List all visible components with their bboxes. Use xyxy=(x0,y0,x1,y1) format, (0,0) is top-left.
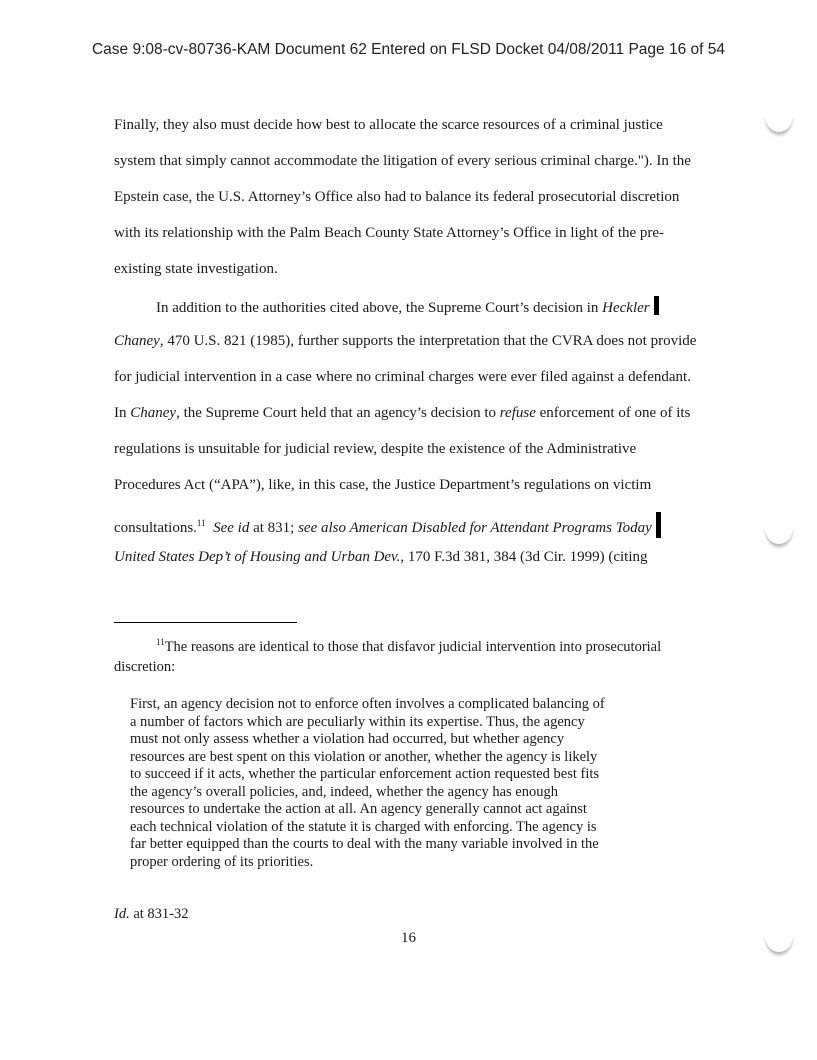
redaction-mark xyxy=(654,296,659,315)
punch-hole-icon xyxy=(765,528,793,546)
body-line: regulations is unsuitable for judicial review, despite the existence of the Administrative xyxy=(114,441,637,457)
body-line: with its relationship with the Palm Beach County State Attorney’s Office in light of the pre- xyxy=(114,225,665,241)
quote-line: the agency’s overall policies, and, indeed, whether the agency has enough xyxy=(130,783,558,800)
quote-line: to succeed if it acts, whether the particular enforcement action requested best fits xyxy=(130,766,600,782)
footnote-line xyxy=(156,638,661,656)
body-line xyxy=(114,332,696,350)
text-run: at 831; xyxy=(249,520,299,536)
footnote-ref: 11 xyxy=(196,518,206,528)
text-run: consultations. xyxy=(114,520,197,536)
body-line: Procedures Act (“APA”), like, in this case, the Justice Department’s regulations on victim xyxy=(114,477,652,493)
quote-line: resources to undertake the action at all. An agency generally cannot act against xyxy=(130,801,587,817)
emphasis: refuse xyxy=(499,405,536,421)
citation-signal: See id xyxy=(213,520,250,536)
text-run: , the Supreme Court held that an agency’s decision to xyxy=(176,405,500,421)
case-name: see also American Disabled for Attendant Programs Today xyxy=(298,520,652,536)
body-line xyxy=(114,548,648,566)
body-line: for judicial intervention in a case where no criminal charges were ever filed against a defendant. xyxy=(114,369,691,385)
footnote-line: discretion: xyxy=(114,659,176,675)
quote-line: must not only assess whether a violation had occurred, but whether agency xyxy=(130,731,565,747)
quote-line: far better equipped than the courts to deal with the many variable involved in the xyxy=(130,836,599,852)
text-run: at 831-32 xyxy=(129,906,189,922)
citation-signal: Id. xyxy=(114,906,130,922)
body-line: existing state investigation. xyxy=(114,261,278,277)
text-run: enforcement of one of its xyxy=(535,405,691,421)
quote-line: First, an agency decision not to enforce often involves a complicated balancing of xyxy=(130,696,605,712)
case-name: Chaney xyxy=(130,405,177,421)
quote-line: resources are best spent on this violation or another, whether the agency is likely xyxy=(130,748,598,765)
block-quote xyxy=(130,696,690,871)
body-line xyxy=(114,404,690,422)
body-line xyxy=(156,296,659,317)
quote-line: proper ordering of its priorities. xyxy=(130,853,314,870)
text-run: In addition to the authorities cited above, the Supreme Court’s decision in xyxy=(156,300,603,316)
redaction-mark xyxy=(656,512,661,538)
quote-line: a number of factors which are peculiarly within its expertise. Thus, the agency xyxy=(130,713,585,730)
case-name: Chaney xyxy=(114,333,160,349)
text-run: , 470 U.S. 821 (1985), further supports the interpretation that the CVRA does not provide xyxy=(159,333,697,349)
punch-hole-icon xyxy=(765,116,793,134)
case-header: Case 9:08-cv-80736-KAM Document 62 Entered on FLSD Docket 04/08/2011 Page 16 of 54 xyxy=(91,41,725,58)
quote-line: each technical violation of the statute it is charged with enforcing. The agency is xyxy=(130,818,597,835)
case-name: United States Dep’t of Housing and Urban Dev. xyxy=(114,549,401,565)
body-line: system that simply cannot accommodate the litigation of every serious criminal charge."). In the xyxy=(114,153,691,169)
footnote-divider xyxy=(114,622,297,623)
body-line xyxy=(114,512,661,538)
text-run: In xyxy=(114,405,131,421)
case-name: Heckler xyxy=(602,300,650,316)
text-run: The reasons are identical to those that disfavor judicial intervention into prosecutorial xyxy=(164,639,662,655)
page-number: 16 xyxy=(401,930,416,946)
body-line: Finally, they also must decide how best to allocate the scarce resources of a criminal justice xyxy=(114,117,663,133)
body-line: Epstein case, the U.S. Attorney’s Office also had to balance its federal prosecutorial discretion xyxy=(114,189,680,205)
text-run: , 170 F.3d 381, 384 (3d Cir. 1999) (citing xyxy=(400,549,648,565)
punch-hole-icon xyxy=(765,936,793,954)
footnote-citation xyxy=(114,905,189,923)
footnote-number: 11 xyxy=(156,637,165,647)
